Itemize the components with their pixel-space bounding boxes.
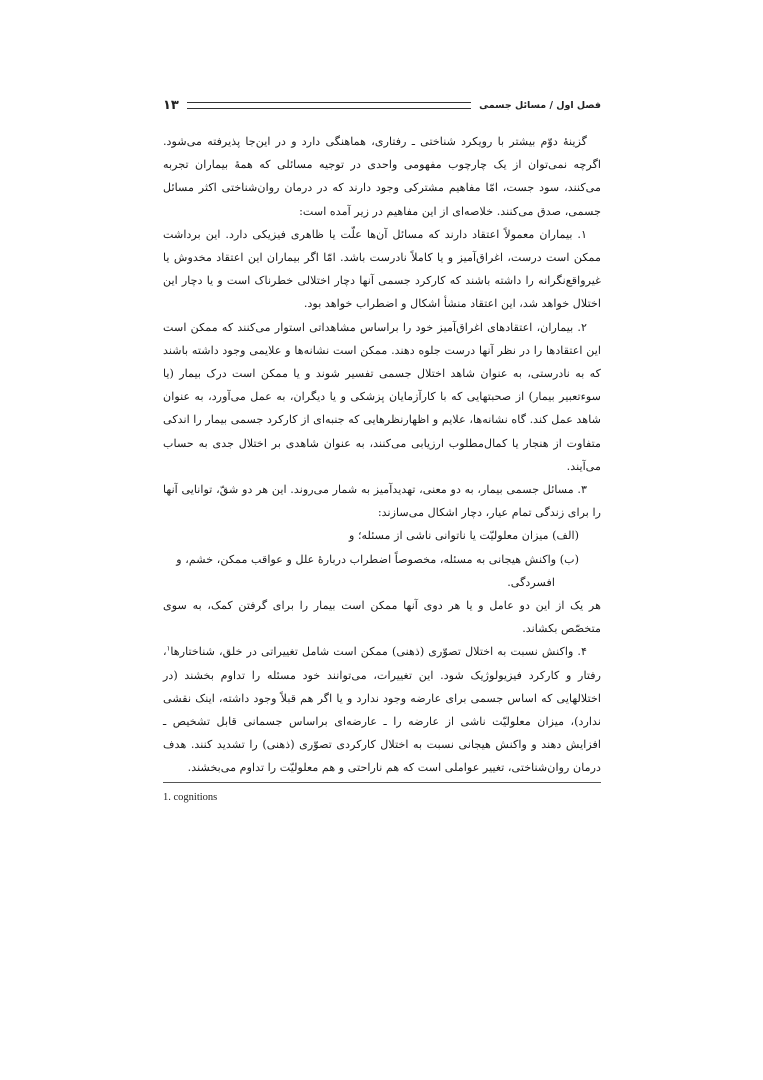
footnote-text: 1. cognitions bbox=[163, 792, 218, 803]
paragraph-item-3: ۳. مسائل جسمی بیمار، به دو معنی، تهدیدآمیز به شمار می‌روند. این هر دو شقّ، توانایی آنها را برای زندگی تمام عیار، دچار اشکال می‌سازند: bbox=[163, 483, 601, 520]
paragraph-intro: گزینهٔ دوّم بیشتر با رویکرد شناختی ـ رفتاری، هماهنگی دارد و در این‌جا پذیرفته می‌شود. اگرچه نمی‌توان از یک چارچوب مفهومی واحدی در توجیه مسائلی که همهٔ بیماران تجربه می‌کنند، سود جست، امّا مفاهیم مشترکی وجود دارند که در درمان روان‌شناختی اکثر مسائل جسمی، صدق می‌کنند. خلاصه‌ای از این مفاهیم در زیر آمده است: bbox=[163, 135, 601, 218]
paragraph-item-1: ۱. بیماران معمولاً اعتقاد دارند که مسائل آن‌ها علّت یا ظاهری فیزیکی دارد. این برداشت ممکن است درست، اغراق‌آمیز و یا کاملاً نادرست باشد. امّا اگر بیماران این اعتقاد مخدوش یا غیرواقع‌نگرانه را داشته باشند که کارکرد جسمی آنها دچار اختلالی خطرناک است و یا دچار این اختلال خواهد شد، این اعتقاد منشأ اشکال و اضطراب خواهد بود. bbox=[163, 227, 601, 311]
footnote-divider bbox=[163, 782, 601, 783]
sub-item-b: (ب) واکنش هیجانی به مسئله، مخصوصاً اضطراب دربارهٔ علل و عواقب ممکن، خشم، و bbox=[176, 552, 579, 566]
header-double-rule bbox=[187, 102, 471, 109]
footnote-reference-marker[interactable]: ۱ bbox=[166, 644, 171, 653]
sub-item-a: (الف) میزان معلولیّت یا ناتوانی ناشی از مسئله؛ و bbox=[348, 529, 579, 543]
paragraph-item-4-rest: ، رفتار و کارکرد فیزیولوژیک شود. این تغییرات، می‌توانند خود مسئله را تداوم بخشند (در اختلالهایی که اساس جسمی برای عارضه وجود ندارد و یا اگر هم قبلاً وجود داشته، اینک نقشی ندارد)، میزان معلولیّت ناشی از عارضه را ـ عارضه‌ای براساس جسمانی قابل تشخیص ـ افزایش دهند و واکنش هیجانی نسبت به اختلال کارکردی تصوّری (ذهنی) را تشدید کنند. هدف درمان روان‌شناختی، تغییر عواملی است که هم ناراحتی و هم معلولیّت را تداوم می‌بخشند. bbox=[163, 645, 601, 775]
body-text bbox=[163, 130, 601, 780]
paragraph-item-3-conclusion: هر یک از این دو عامل و یا هر دوی آنها ممکن است بیمار را برای گرفتن کمک، به سوی متخصّص بکشاند. bbox=[163, 599, 601, 636]
sub-item-b-continuation: افسردگی. bbox=[507, 575, 555, 589]
paragraph-item-2: ۲. بیماران، اعتقادهای اغراق‌آمیز خود را براساس مشاهداتی استوار می‌کنند که ممکن است این اعتقادها را در نظر آنها درست جلوه دهند. ممکن است نشانه‌ها و علایمی وجود داشته باشند که به نادرستی، به عنوان شاهد اختلال جسمی تفسیر شوند و یا ممکن است درک بیمار (یا سوءتعبیر بیمار) از صحبتهایی که با کارآزمایان پزشکی و یا دیگران، به عمل می‌آورد، به عنوان شاهد عمل کند. گاه نشانه‌ها، علایم و اظهارنظرهایی که جنبه‌ای از کارکرد جسمی بیمار را اندکی متفاوت از هنجار یا کمال‌مطلوب ارزیابی می‌کنند، به عنوان شاهدی بر اختلال جدی به حساب می‌آیند. bbox=[163, 320, 601, 473]
running-header bbox=[163, 94, 601, 116]
paragraph-item-4 bbox=[163, 640, 601, 779]
paragraph-item-4-start: ۴. واکنش نسبت به اختلال تصوّری (ذهنی) ممکن است شامل تغییراتی در خلق، شناختارها bbox=[170, 645, 587, 659]
page-number: ۱۳ bbox=[163, 97, 179, 113]
chapter-title: فصل اول / مسائل جسمی bbox=[479, 99, 601, 111]
book-page bbox=[163, 90, 601, 990]
